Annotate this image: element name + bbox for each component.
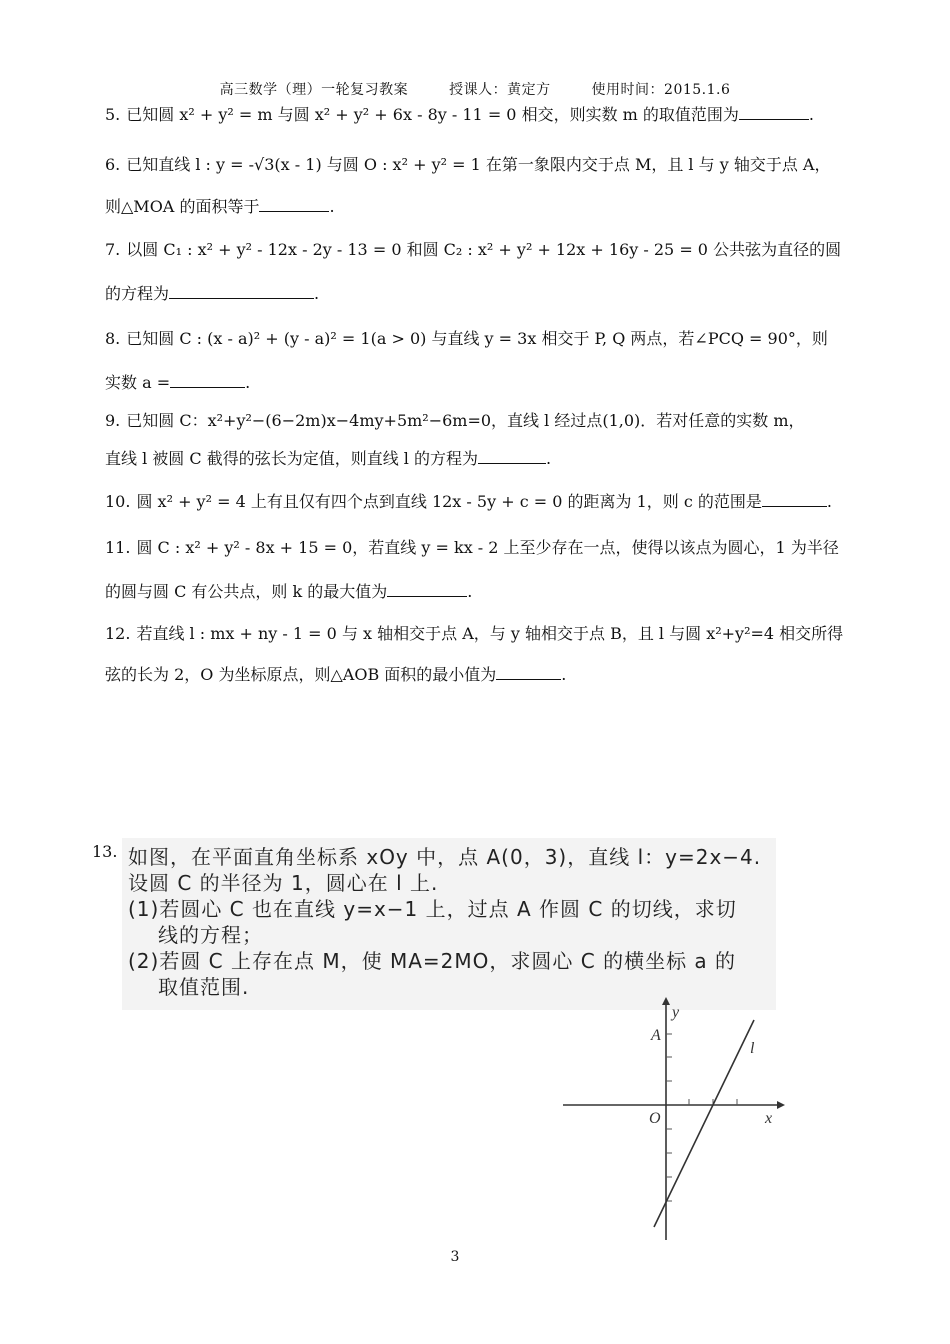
answer-blank xyxy=(762,492,827,507)
question-5-text: 已知圆 x² + y² = m 与圆 x² + y² + 6x - 8y - 11 = 0 相交，则实数 m 的取值范围为 xyxy=(126,105,739,124)
answer-blank xyxy=(259,197,329,212)
point-a-label: A xyxy=(651,1027,661,1044)
header-course: 高三数学（理）一轮复习教案 xyxy=(219,82,409,98)
question-13-line3: (1)若圆心 C 也在直线 y=x−1 上，过点 A 作圆 C 的切线，求切 xyxy=(128,897,737,921)
question-9-cont: 直线 l 被圆 C 截得的弦长为定值，则直线 l 的方程为 . xyxy=(105,449,552,468)
x-axis-arrow xyxy=(777,1101,785,1109)
header-teacher: 授课人：黄定方 xyxy=(449,82,551,98)
question-12: 12. 若直线 l : mx + ny - 1 = 0 与 x 轴相交于点 A，与 y 轴相交于点 B，且 l 与圆 x²+y²=4 相交所得 xyxy=(105,624,844,643)
answer-blank xyxy=(478,449,546,464)
question-7-cont: 的方程为 . xyxy=(105,284,320,303)
question-10: 10. 圆 x² + y² = 4 上有且仅有四个点到直线 12x - 5y + c = 0 的距离为 1，则 c 的范围是 . xyxy=(105,492,832,511)
question-12-cont: 弦的长为 2，O 为坐标原点，则△AOB 面积的最小值为 . xyxy=(105,665,567,684)
question-8: 8. 已知圆 C : (x - a)² + (y - a)² = 1(a > 0) 与直线 y = 3x 相交于 P, Q 两点，若∠PCQ = 90°，则 xyxy=(105,329,828,348)
page-number: 3 xyxy=(450,1249,460,1265)
question-13-line5: (2)若圆 C 上存在点 M，使 MA=2MO，求圆心 C 的横坐标 a 的 xyxy=(128,949,737,973)
coordinate-figure xyxy=(555,995,795,1245)
question-6: 6. 已知直线 l : y = -√3(x - 1) 与圆 O : x² + y² = 1 在第一象限内交于点 M，且 l 与 y 轴交于点 A， xyxy=(105,155,831,174)
question-7-line2: 的方程为 xyxy=(105,284,170,303)
y-axis-label: y xyxy=(672,1004,680,1021)
header-date: 使用时间：2015.1.6 xyxy=(591,82,731,98)
question-10-text: 圆 x² + y² = 4 上有且仅有四个点到直线 12x - 5y + c = 0 的距离为 1，则 c 的范围是 xyxy=(136,492,762,511)
y-axis-ticks xyxy=(666,1034,672,1201)
answer-blank xyxy=(387,582,467,597)
question-9: 9. 已知圆 C：x²+y²−(6−2m)x−4my+5m²−6m=0，直线 l 经过点(1,0)．若对任意的实数 m， xyxy=(105,411,805,430)
question-9-line2: 直线 l 被圆 C 截得的弦长为定值，则直线 l 的方程为 xyxy=(105,449,478,468)
answer-blank xyxy=(496,665,561,680)
question-8-line2: 实数 a = xyxy=(105,373,171,392)
question-13-image xyxy=(122,838,776,1010)
question-11-cont: 的圆与圆 C 有公共点，则 k 的最大值为 . xyxy=(105,582,473,601)
question-11-line2: 的圆与圆 C 有公共点，则 k 的最大值为 xyxy=(105,582,388,601)
question-5: 5. 已知圆 x² + y² = m 与圆 x² + y² + 6x - 8y - 11 = 0 相交，则实数 m 的取值范围为 . xyxy=(105,105,815,124)
answer-blank xyxy=(739,105,809,120)
page-header xyxy=(0,79,950,99)
question-6-cont: 则△MOA 的面积等于 . xyxy=(105,197,335,216)
question-11: 11. 圆 C : x² + y² - 8x + 15 = 0，若直线 y = kx - 2 上至少存在一点，使得以该点为圆心，1 为半径 xyxy=(105,538,839,557)
question-7: 7. 以圆 C₁ : x² + y² - 12x - 2y - 13 = 0 和圆 C₂ : x² + y² + 12x + 16y - 25 = 0 公共弦为直径的圆 xyxy=(105,240,842,259)
question-12-line2: 弦的长为 2，O 为坐标原点，则△AOB 面积的最小值为 xyxy=(105,665,497,684)
question-13-line1: 如图，在平面直角坐标系 xOy 中，点 A(0，3)，直线 l：y=2x−4. xyxy=(128,845,762,869)
question-11-line1: 圆 C : x² + y² - 8x + 15 = 0，若直线 y = kx - 2 上至少存在一点，使得以该点为圆心，1 为半径 xyxy=(136,538,839,557)
question-13-line4: 线的方程； xyxy=(158,923,263,947)
question-8-line1: 已知圆 C : (x - a)² + (y - a)² = 1(a > 0) 与直线 y = 3x 相交于 P, Q 两点，若∠PCQ = 90°，则 xyxy=(126,329,828,348)
question-9-line1: 已知圆 C：x²+y²−(6−2m)x−4my+5m²−6m=0，直线 l 经过点(1,0)．若对任意的实数 m， xyxy=(126,411,805,430)
question-12-line1: 若直线 l : mx + ny - 1 = 0 与 x 轴相交于点 A，与 y 轴相交于点 B，且 l 与圆 x²+y²=4 相交所得 xyxy=(136,624,844,643)
x-axis-label: x xyxy=(765,1110,773,1127)
answer-blank xyxy=(170,373,245,388)
question-13-number: 13. xyxy=(92,842,118,861)
question-6-line1: 已知直线 l : y = -√3(x - 1) 与圆 O : x² + y² = 1 在第一象限内交于点 M，且 l 与 y 轴交于点 A， xyxy=(126,155,831,174)
answer-blank xyxy=(169,284,314,299)
question-8-cont: 实数 a = . xyxy=(105,373,251,392)
line-l xyxy=(654,1020,754,1227)
line-l-label: l xyxy=(750,1040,755,1057)
question-7-line1: 以圆 C₁ : x² + y² - 12x - 2y - 13 = 0 和圆 C₂ : x² + y² + 12x + 16y - 25 = 0 公共弦为直径的圆 xyxy=(126,240,842,259)
question-6-line2: 则△MOA 的面积等于 xyxy=(105,197,260,216)
question-13-line6: 取值范围. xyxy=(158,975,250,999)
y-axis-arrow xyxy=(662,997,670,1005)
question-13-line2: 设圆 C 的半径为 1，圆心在 l 上. xyxy=(128,871,439,895)
origin-label: O xyxy=(649,1110,661,1127)
